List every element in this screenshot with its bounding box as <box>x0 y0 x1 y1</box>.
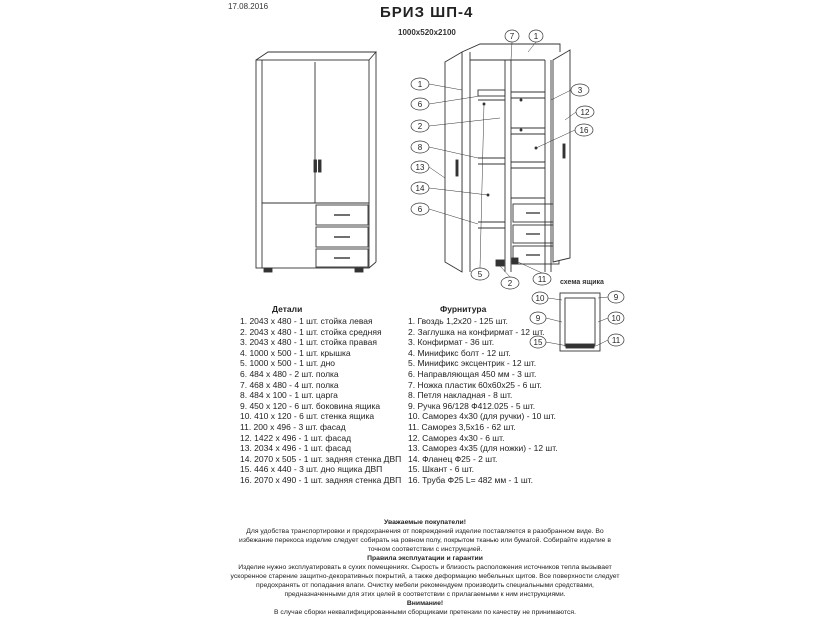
details-item: 3. 2043 x 480 - 1 шт. стойка правая <box>240 337 377 348</box>
drawer-schema <box>560 293 600 351</box>
notes-heading-customers: Уважаемые покупатели! <box>384 519 466 526</box>
hardware-item: 2. Заглушка на конфирмат - 12 шт. <box>408 326 545 337</box>
details-item: 1. 2043 x 480 - 1 шт. стойка левая <box>240 316 373 326</box>
hardware-item: 3. Конфирмат - 36 шт. <box>408 337 495 348</box>
callout-5: 5 <box>477 270 483 279</box>
wardrobe-front-view <box>256 52 376 272</box>
details-item: 4. 1000 x 500 - 1 шт. крышка <box>240 347 351 358</box>
details-item: 5. 1000 x 500 - 1 шт. дно <box>240 358 336 369</box>
callout-3: 3 <box>577 86 583 95</box>
callout-13: 13 <box>415 163 425 172</box>
callout-16: 16 <box>579 126 589 135</box>
hardware-item: 13. Саморез 4x35 (для ножки) - 12 шт. <box>408 443 558 454</box>
callout-1: 1 <box>417 80 423 89</box>
callout-1b: 1 <box>533 32 539 41</box>
details-item: 12. 1422 x 496 - 1 шт. фасад <box>240 432 352 443</box>
hardware-item: 11. Саморез 3,5x16 - 62 шт. <box>408 421 516 432</box>
box-callout-15: 15 <box>533 338 543 347</box>
product-dimensions: 1000x520x2100 <box>398 28 456 37</box>
customer-notes <box>230 518 620 617</box>
hardware-item: 14. Фланец Ф25 - 2 шт. <box>408 453 498 464</box>
hardware-item: 1. Гвоздь 1,2x20 - 125 шт. <box>408 316 508 326</box>
details-heading: Детали <box>272 304 303 314</box>
callout-14: 14 <box>415 184 425 193</box>
box-callout-9b: 9 <box>613 293 619 302</box>
hardware-list <box>408 316 558 486</box>
notes-paragraph-rules: Изделие нужно эксплуатировать в сухих помещениях. Сырость и близость расположения источников тепла вызывает ускоренное старение защитно-декоративных покрытий, а также деформацию мебельных щитов. Все поверхности следует предохранять от попадания влаги. Очистку мебели рекомендуем производить специальными средствами, предназначенными для этих целей в соответствии с прилагаемыми к ним инструкциями. <box>230 564 620 598</box>
wardrobe-exploded-view <box>445 44 570 272</box>
details-item: 2. 2043 x 480 - 1 шт. стойка средняя <box>240 326 382 337</box>
drawer-schema-caption: схема ящика <box>560 279 604 286</box>
details-item: 14. 2070 x 505 - 1 шт. задняя стенка ДВП <box>240 453 402 464</box>
box-callout-10a: 10 <box>535 294 545 303</box>
notes-paragraph-assembly: Для удобства транспортировки и предохранения от повреждений изделие поставляется в разобранном виде. Во избежание перекоса изделие следует собирать на ровном полу, покрытом тканью или бумагой. Собирайте изделие в точном соответствии с инструкцией. <box>239 528 611 553</box>
details-item: 10. 410 x 120 - 6 шт. стенка ящика <box>240 411 375 422</box>
callout-2b: 2 <box>507 279 513 288</box>
callout-12: 12 <box>580 108 590 117</box>
details-item: 13. 2034 x 496 - 1 шт. фасад <box>240 443 352 454</box>
hardware-item: 9. Ручка 96/128 Ф412.025 - 5 шт. <box>408 400 536 411</box>
box-callout-10b: 10 <box>611 314 621 323</box>
details-list <box>240 316 401 486</box>
details-item: 8. 484 x 100 - 1 шт. царга <box>240 390 338 401</box>
box-callout-9a: 9 <box>535 314 541 323</box>
hardware-item: 16. Труба Ф25 L= 482 мм - 1 шт. <box>408 474 533 485</box>
details-item: 16. 2070 x 490 - 1 шт. задняя стенка ДВП <box>240 474 402 485</box>
callout-11: 11 <box>537 275 547 284</box>
product-title: БРИЗ ШП-4 <box>380 4 474 21</box>
hardware-item: 4. Минификс болт - 12 шт. <box>408 347 511 358</box>
hardware-item: 10. Саморез 4x30 (для ручки) - 10 шт. <box>408 411 556 422</box>
details-item: 15. 446 x 440 - 3 шт. дно ящика ДВП <box>240 464 383 475</box>
hardware-item: 7. Ножка пластик 60x60x25 - 6 шт. <box>408 379 542 390</box>
document-date: 17.08.2016 <box>228 2 269 11</box>
details-item: 11. 200 x 496 - 3 шт. фасад <box>240 421 346 432</box>
details-item: 6. 484 x 480 - 2 шт. полка <box>240 368 339 379</box>
callout-6b: 6 <box>417 205 423 214</box>
callout-6a: 6 <box>417 100 423 109</box>
hardware-item: 6. Направляющая 450 мм - 3 шт. <box>408 368 537 379</box>
callout-7: 7 <box>509 32 515 41</box>
hardware-item: 8. Петля накладная - 8 шт. <box>408 390 513 401</box>
hardware-item: 5. Минификс эксцентрик - 12 шт. <box>408 358 537 369</box>
notes-heading-rules: Правила эксплуатации и гарантии <box>367 555 483 562</box>
details-item: 9. 450 x 120 - 6 шт. боковина ящика <box>240 400 381 411</box>
callout-8: 8 <box>417 143 423 152</box>
callout-2a: 2 <box>417 122 423 131</box>
hardware-heading: Фурнитура <box>440 304 487 314</box>
hardware-item: 15. Шкант - 6 шт. <box>408 464 474 475</box>
notes-heading-warning: Внимание! <box>406 600 444 607</box>
hardware-item: 12. Саморез 4x30 - 6 шт. <box>408 432 505 443</box>
details-item: 7. 468 x 480 - 4 шт. полка <box>240 379 339 390</box>
notes-paragraph-warning: В случае сборки неквалифицированными сборщиками претензии по качеству не принимаются. <box>274 609 576 616</box>
box-callout-11: 11 <box>611 336 621 345</box>
